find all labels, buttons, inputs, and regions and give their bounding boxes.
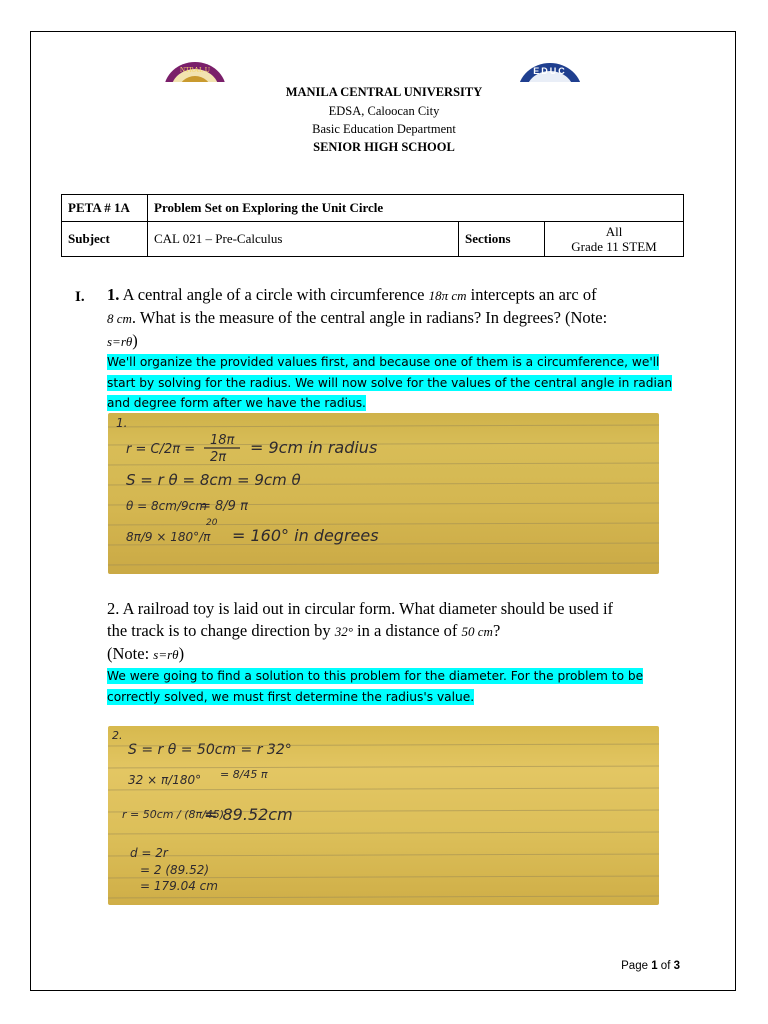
q1-math-arc: 8 cm xyxy=(107,311,132,326)
logo-right-text: EDUC xyxy=(533,66,567,76)
q2-handwritten-solution-photo xyxy=(108,726,659,905)
hw1-line2: S = r θ = 8cm = 9cm θ xyxy=(126,471,301,489)
page-current: 1 xyxy=(651,960,658,972)
hw2-line2-right: = 8/45 π xyxy=(220,768,268,781)
sections-value-line1: All xyxy=(605,224,623,239)
q1-text-d: ) xyxy=(132,331,138,350)
hw2-line5: = 2 (89.52) xyxy=(140,863,210,877)
question-1-number: 1. xyxy=(107,285,120,304)
hw2-line2-left: 32 × π/180° xyxy=(128,773,202,787)
hw1-line1-frac-den: 2π xyxy=(210,450,227,465)
sections-value-line2: Grade 11 STEM xyxy=(571,239,657,254)
hw1-line4-small: 20 xyxy=(206,518,218,528)
hw2-line3-left: r = 50cm / (8π/45) xyxy=(122,808,225,821)
hw1-label: 1. xyxy=(116,416,128,430)
page-total: 3 xyxy=(673,960,680,972)
question-2-text xyxy=(107,598,697,666)
q2-text-b: the track is to change direction by xyxy=(107,621,335,640)
question-1-text xyxy=(107,284,687,353)
q2-math-distance: 50 cm xyxy=(461,624,493,639)
hw2-label: 2. xyxy=(112,729,123,742)
hw2-line3-right: = 89.52cm xyxy=(204,805,293,824)
q1-math-note: s=rθ xyxy=(107,334,133,349)
q1-answer-highlight xyxy=(107,352,679,414)
q2-math-note: s=rθ xyxy=(153,647,179,662)
department: Basic Education Department xyxy=(312,122,456,136)
q2-math-angle: 32° xyxy=(334,624,353,639)
q2-text-d: ? xyxy=(492,621,501,640)
q1-text-c: . What is the measure of the central angle in radians? In degrees? (Note: xyxy=(131,308,608,327)
university-seal-left-icon xyxy=(163,60,227,82)
q1-text-a: A central angle of a circle with circumference xyxy=(119,285,429,304)
info-table xyxy=(61,194,684,257)
section-numeral: I. xyxy=(75,289,85,305)
hw1-line3-right: = 8/9 π xyxy=(200,499,248,514)
page-number xyxy=(621,960,680,972)
peta-title: Problem Set on Exploring the Unit Circle xyxy=(148,195,684,222)
q2-text-c: in a distance of xyxy=(352,621,462,640)
subject-row xyxy=(62,222,684,257)
hw1-line4-right: = 160° in degrees xyxy=(232,526,379,545)
q2-highlight-text: We were going to find a solution to this problem for the diameter. For the problem to be correctly solved, we must first determine the radius's value. xyxy=(107,669,644,704)
hw1-line1-left: r = C/2π = xyxy=(126,442,196,457)
hw1-line4-left: 8π/9 × 180°/π xyxy=(126,530,211,544)
hw1-line3-left: θ = 8cm/9cm xyxy=(126,499,207,513)
deped-seal-right-icon xyxy=(517,60,583,82)
address: EDSA, Caloocan City xyxy=(328,104,440,118)
hw2-line6: = 179.04 cm xyxy=(140,879,218,893)
subject-label: Subject xyxy=(62,222,148,257)
logo-left-text: NTRAL U xyxy=(180,66,210,74)
q2-note-b: ) xyxy=(178,644,185,663)
hw1-line1-frac-num: 18π xyxy=(210,433,235,448)
q1-math-circumference: 18π cm xyxy=(428,288,467,303)
subject-value: CAL 021 – Pre-Calculus xyxy=(148,222,459,257)
q1-highlight-text: We'll organize the provided values first, and because one of them is a circumference, we'll start by solving for the radius. We will now solve for the values of the central angle in radian and degree form after we have the radius. xyxy=(107,355,673,410)
q2-note-a: (Note: xyxy=(107,644,154,663)
page-mid: of xyxy=(657,960,674,972)
q2-text-a: 2. A railroad toy is laid out in circular form. What diameter should be used if xyxy=(107,599,614,618)
peta-row xyxy=(62,195,684,222)
school-name: SENIOR HIGH SCHOOL xyxy=(313,140,455,154)
peta-label: PETA # 1A xyxy=(62,195,148,222)
hw2-line4: d = 2r xyxy=(130,846,168,860)
hw2-line1: S = r θ = 50cm = r 32° xyxy=(128,742,292,758)
sections-label: Sections xyxy=(459,222,545,257)
q2-answer-highlight xyxy=(107,666,667,707)
university-name: MANILA CENTRAL UNIVERSITY xyxy=(285,85,483,99)
hw1-line1-right: = 9cm in radius xyxy=(250,438,378,457)
q1-text-b: intercepts an arc of xyxy=(466,285,597,304)
sections-value xyxy=(545,222,684,257)
q1-handwritten-solution-photo xyxy=(108,413,659,574)
page-prefix: Page xyxy=(621,960,652,972)
